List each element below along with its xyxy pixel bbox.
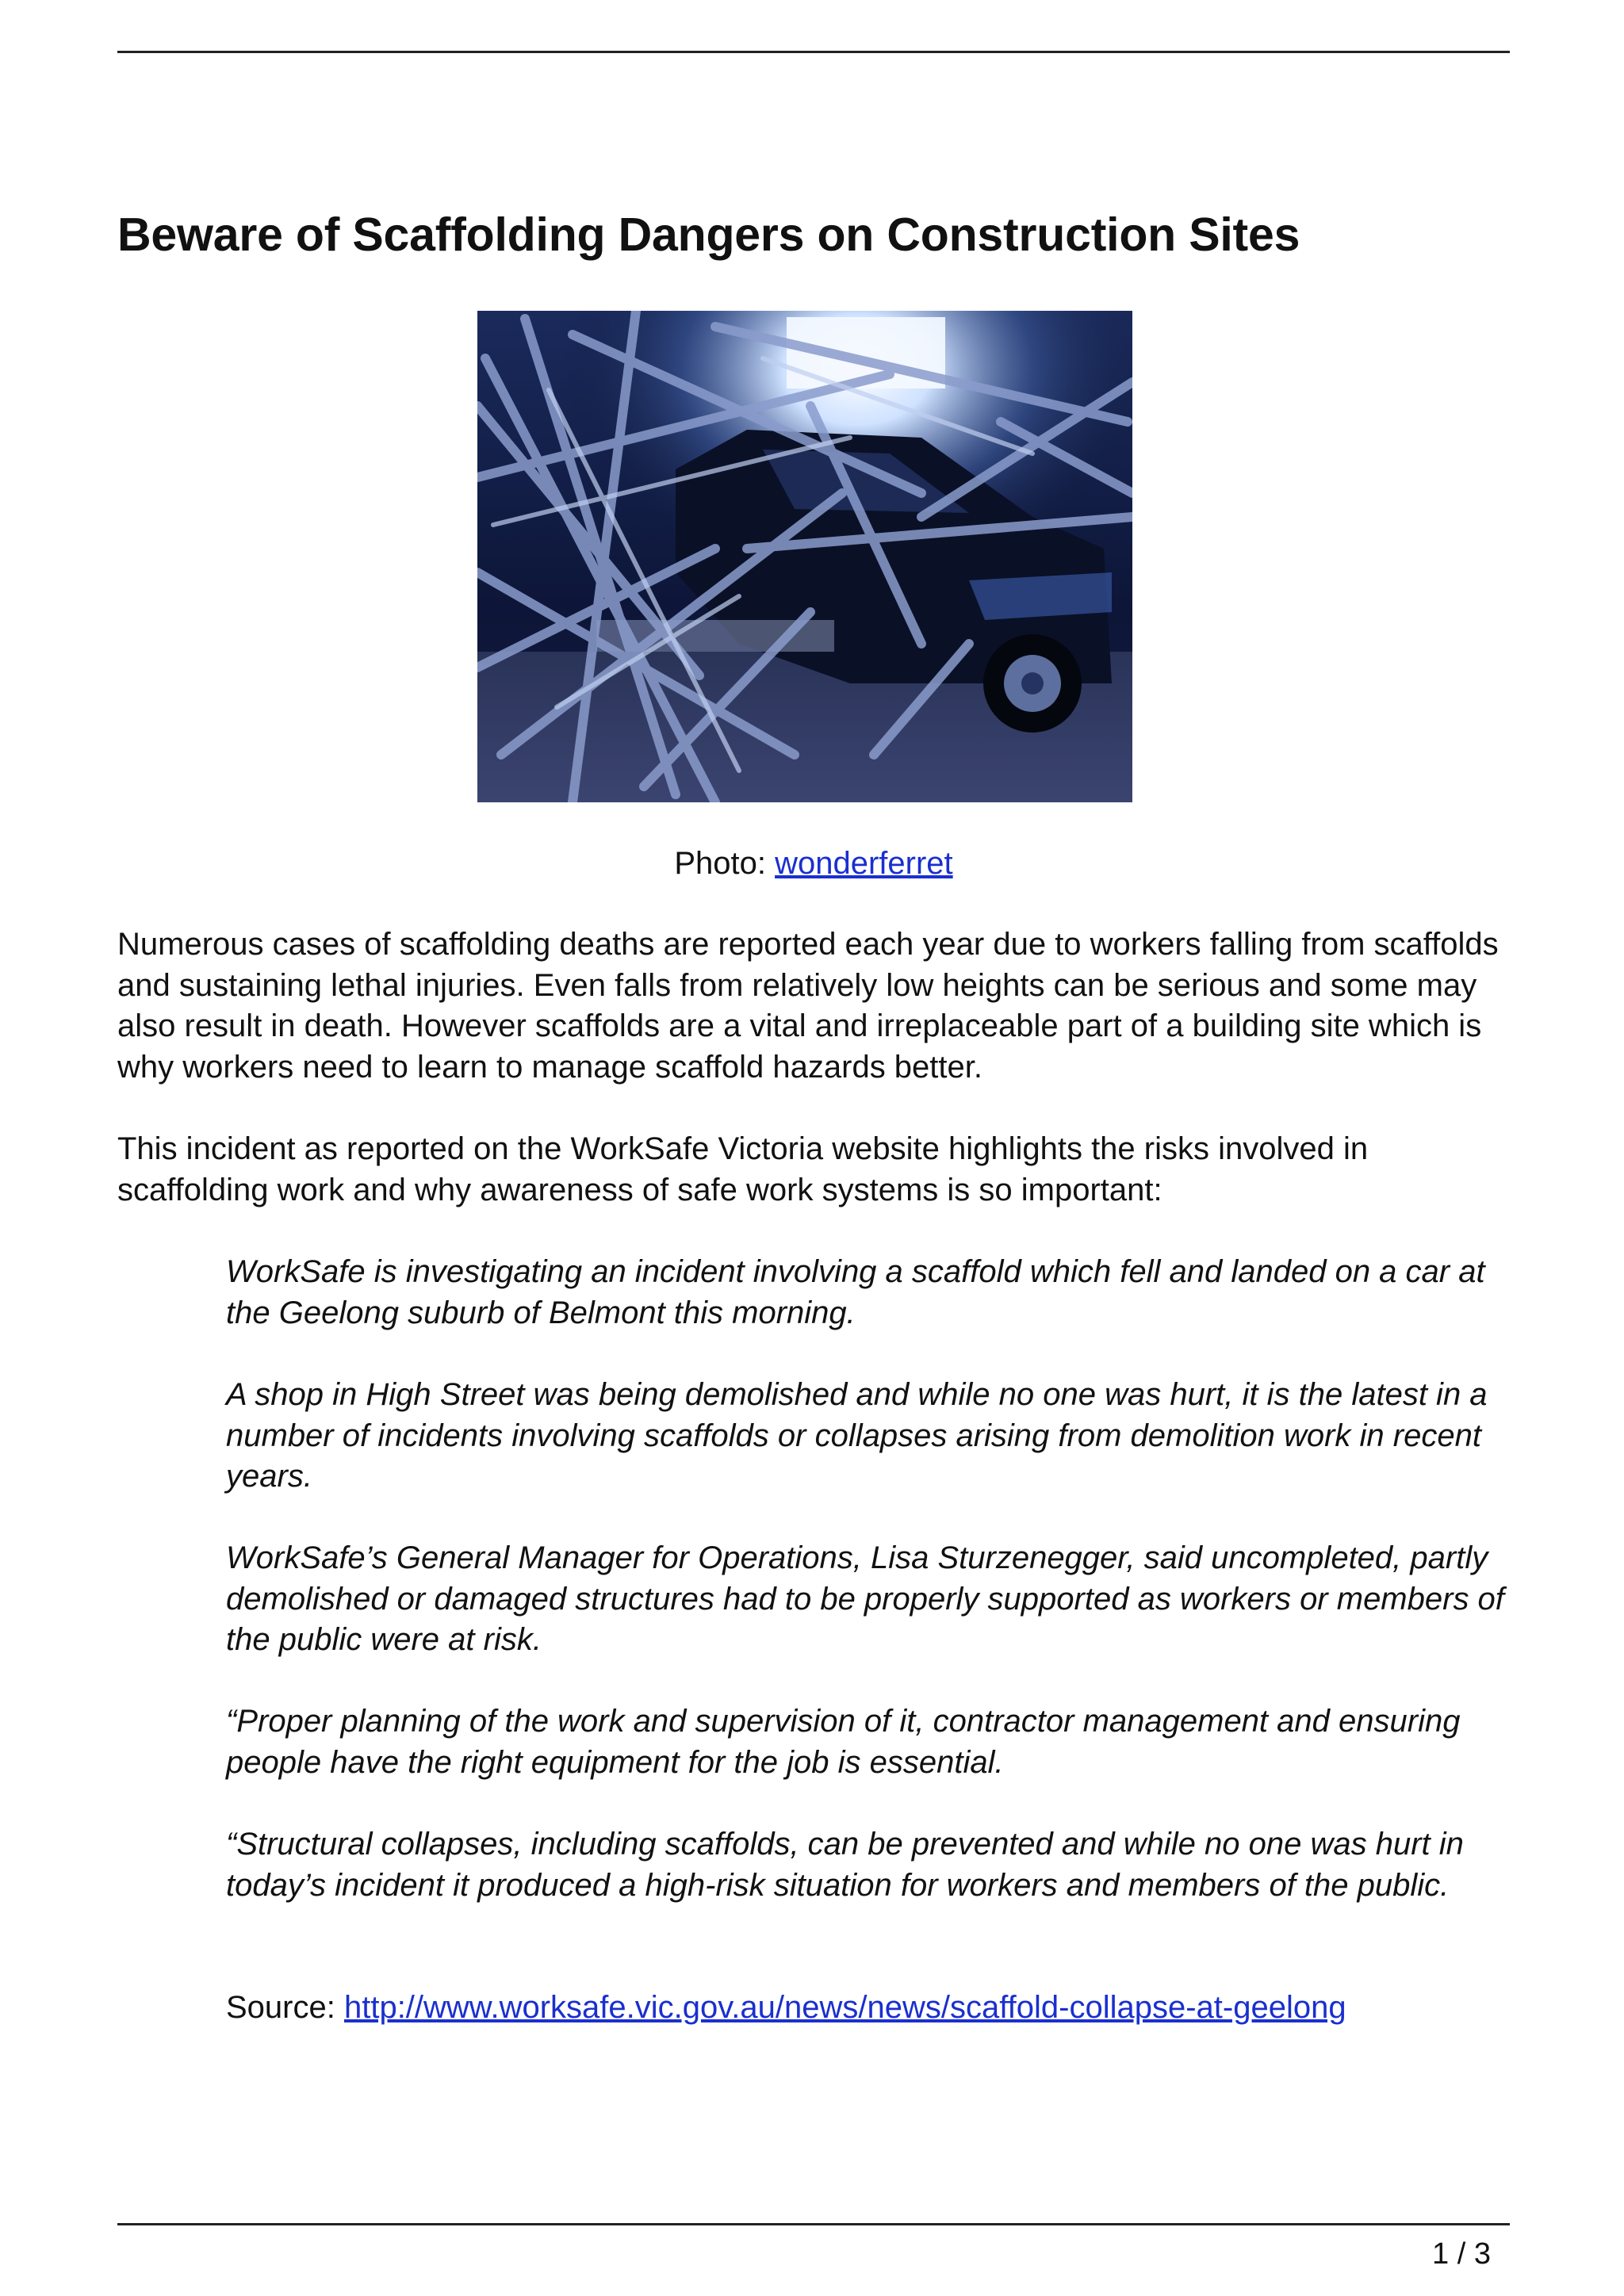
header-rule — [117, 51, 1510, 53]
quote-paragraph: WorkSafe is investigating an incident involving a scaffold which fell and landed on a car at the Geelong suburb of Belmont this morning. — [226, 1254, 1485, 1330]
quote-paragraph: A shop in High Street was being demolished and while no one was hurt, it is the latest in a number of incidents involving scaffolds or collapses arising from demolition work in recent years. — [226, 1377, 1488, 1494]
quote-paragraph: “Proper planning of the work and supervision of it, contractor management and ensuring people have the right equipment for the job is essential. — [226, 1704, 1461, 1780]
quote-paragraph: WorkSafe’s General Manager for Operations, Lisa Sturzenegger, said uncompleted, partly demolished or damaged structures had to be properly supported as workers or members of the public were at risk. — [226, 1540, 1504, 1657]
intro-paragraph: Numerous cases of scaffolding deaths are reported each year due to workers falling from scaffolds and sustaining lethal injuries. Even falls from relatively low heights can be serious and some may also result in death. However scaffolds are a vital and irreplaceable part of a building site which is why workers need to learn to manage scaffold hazards better. — [117, 927, 1499, 1085]
source-label: Source: — [226, 1990, 344, 2025]
footer-rule — [117, 2223, 1510, 2225]
photo-caption — [117, 844, 1510, 883]
page-number: 1 / 3 — [1432, 2237, 1491, 2271]
quote-paragraph: “Structural collapses, including scaffolds, can be prevented and while no one was hurt in today’s incident it produced a high-risk situation for workers and members of the public. — [226, 1827, 1464, 1903]
caption-prefix: Photo: — [674, 846, 776, 881]
scaffold-collapse-photo — [477, 311, 1132, 802]
source-link[interactable]: http://www.worksafe.vic.gov.au/news/news/scaffold-collapse-at-geelong — [343, 1990, 1346, 2025]
photo-credit-link[interactable]: wonderferret — [775, 846, 953, 881]
incident-paragraph: This incident as reported on the WorkSafe Victoria website highlights the risks involved in scaffolding work and why awareness of safe work systems is so important: — [117, 1131, 1369, 1207]
page-title: Beware of Scaffolding Dangers on Construction Sites — [117, 209, 1300, 261]
source-line — [226, 1988, 1346, 2029]
